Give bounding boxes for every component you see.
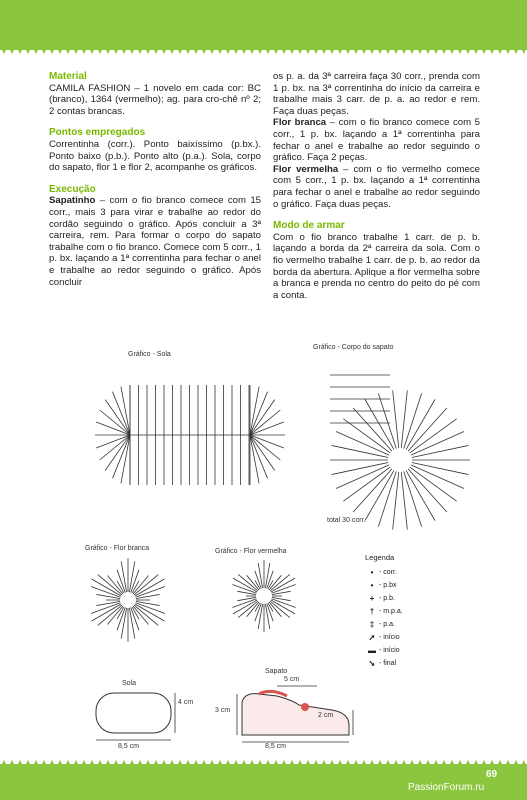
site-watermark: PassionForum.ru — [408, 782, 485, 793]
corpo-stitch — [412, 462, 469, 474]
sapatinho-label: Sapatinho — [49, 195, 96, 207]
flower-stitch — [129, 561, 134, 592]
sapatinho-text: – com o fio branco comece com 15 corr., mais 3 para virar e trabalhe ao redor do cordão seguindo o gráfico. Após concluir a 3ª carreira, rem. Para formar o corpo do sapato trabalhe com o fio branco. Comece com 5 corr., 1 p. bx. laçando a 1ª correntinha para fechar o anel e trabalhe ao redor seguindo o gráfico. Após concluir — [49, 195, 261, 288]
left-text-column — [49, 71, 261, 288]
corpo-note: total 30 corr. — [327, 517, 366, 524]
corpo-stitch — [353, 469, 392, 512]
execucao-heading: Execução — [49, 183, 96, 195]
flower-stitch — [258, 604, 262, 629]
legend-row — [365, 592, 455, 605]
corpo-stitch — [408, 408, 447, 451]
material-heading: Material — [49, 71, 87, 82]
flor-vermelha-chart-title: Gráfico - Flor vermelha — [215, 548, 287, 555]
corpo-stitch — [332, 445, 389, 457]
flor-branca-paragraph — [273, 117, 480, 163]
legend-symbol: + — [369, 594, 375, 603]
corpo-stitch — [408, 469, 447, 512]
corpo-chart — [290, 350, 470, 530]
legend-symbol: ➚ — [368, 633, 376, 642]
corpo-stitch — [353, 408, 392, 451]
corpo-stitch — [410, 419, 457, 453]
sapato-schema-title: Sapato — [265, 668, 288, 675]
flor-branca-chart — [83, 555, 173, 645]
flower-stitch — [96, 601, 120, 605]
corpo-chart-title: Gráfico - Corpo do sapato — [313, 344, 394, 351]
flower-stitch — [131, 570, 139, 593]
sola-stitch — [250, 422, 284, 435]
flower-stitch — [96, 594, 120, 598]
sapato-height-label: 3 cm — [215, 707, 231, 714]
legend-title: Legenda — [365, 553, 395, 562]
flower-stitch — [265, 604, 269, 629]
corpo-stitch — [406, 399, 435, 449]
flower-stitch — [117, 570, 125, 593]
sola-stitch — [250, 387, 259, 435]
legend-symbol: ➘ — [368, 659, 376, 668]
legend-row — [365, 605, 455, 618]
page-number: 69 — [486, 769, 498, 780]
legend-symbol: • — [370, 568, 374, 577]
modo-heading: Modo de armar — [273, 220, 345, 232]
sola-height-label: 4 cm — [178, 699, 194, 706]
corpo-stitch — [412, 445, 469, 457]
flower-stitch — [136, 603, 165, 614]
sola-outline — [96, 693, 171, 733]
sola-stitch — [121, 435, 130, 483]
legend-label: - corr. — [379, 569, 397, 576]
flor-vermelha-paragraph — [273, 164, 480, 210]
flower-stitch — [121, 561, 126, 592]
sola-width-label: 8,5 cm — [118, 743, 140, 750]
legend-symbol: † — [369, 607, 375, 616]
sapato-top-label: 5 cm — [284, 676, 300, 683]
legend-label: - início — [379, 647, 400, 654]
legend-symbol: ‡ — [369, 620, 375, 629]
right-text-column — [273, 71, 480, 301]
sola-stitch — [121, 387, 130, 435]
legend-row — [365, 566, 455, 579]
corpo-stitch — [336, 465, 389, 489]
legend-row — [365, 631, 455, 644]
top-zigzag-border — [0, 46, 527, 56]
corpo-stitch — [343, 467, 390, 501]
bottom-zigzag-border — [0, 758, 527, 768]
shoe-flower — [301, 703, 309, 711]
sapato-width-label: 8,5 cm — [265, 743, 287, 750]
modo-text: Com o fio branco trabalhe 1 carr. de p. b. laçando a borda da 2ª carreira da sola. Com o fio vermelho trabalhe 1 carr. de p. b. ao redor da borda da abertura. Aplique a flor vermelha sobre a branca e prenda no centro do peito do pé com a conta. — [273, 231, 480, 301]
continuation-text: os p. a. da 3ª carreira faça 30 corr., prenda com 1 p. bx. na 3ª correntinha do início da carreira e trabalhe mais 3 carr. de p. a. ao redor e rem. Faça duas peças. — [273, 71, 480, 117]
pontos-heading: Pontos empregados — [49, 127, 146, 139]
flower-stitch — [272, 599, 296, 608]
flower-stitch — [121, 608, 126, 639]
flower-stitch — [131, 608, 139, 631]
flower-stitch — [91, 587, 120, 598]
flor-branca-chart-title: Gráfico - Flor branca — [85, 545, 150, 552]
flower-stitch — [129, 608, 134, 639]
sola-schematic — [93, 680, 193, 750]
material-text: CAMILA FASHION – 1 novelo em cada cor: BC (branco), 1364 (vermelho); ag. para cro-chê nº 2; 2 contas brancas. — [49, 82, 261, 117]
legend-row — [365, 618, 455, 631]
flor-branca-text: – com o fio branco comece com 5 corr., 1 p. bx. laçando a 1ª correntinha para fechar o anel e trabalhe ao redor seguindo o gráfico. Faça 2 peças. — [273, 117, 481, 164]
corpo-stitch — [336, 432, 389, 456]
flower-stitch — [136, 587, 165, 598]
flower-stitch — [117, 608, 125, 631]
legend-symbol: ▬ — [368, 646, 376, 655]
legend — [365, 553, 455, 670]
sapatinho-paragraph — [49, 195, 261, 288]
legend-row — [365, 644, 455, 657]
legend-row — [365, 657, 455, 670]
top-green-band — [0, 0, 527, 50]
sola-stitch — [96, 435, 130, 448]
sapato-schematic — [237, 680, 357, 750]
legend-label: - início — [379, 634, 400, 641]
sola-chart — [95, 360, 295, 510]
legend-symbol: • — [370, 581, 374, 590]
legend-label: - p.bx — [379, 582, 397, 589]
corpo-stitch — [411, 432, 464, 456]
sola-schema-title: Sola — [122, 680, 137, 687]
sola-stitch — [250, 435, 259, 483]
corpo-stitch — [343, 419, 390, 453]
sola-stitch — [96, 422, 130, 435]
corpo-stitch — [411, 465, 464, 489]
flor-vermelha-chart — [224, 556, 304, 636]
legend-label: - p.a. — [379, 621, 395, 628]
corpo-stitch — [406, 470, 435, 520]
legend-label: - p.b. — [379, 595, 395, 602]
corpo-stitch — [365, 470, 394, 520]
flower-stitch — [272, 585, 296, 594]
flor-vermelha-label: Flor vermelha — [273, 163, 339, 175]
flor-vermelha-text: – com o fio vermelho comece com 5 corr., 1 p. bx. laçando a 1ª correntinha para fechar o anel e trabalhe ao redor seguindo o gráfico. Faça duas peças. — [273, 163, 480, 210]
flower-stitch — [232, 585, 256, 594]
flower-stitch — [232, 599, 256, 608]
flower-stitch — [136, 594, 160, 598]
flower-stitch — [265, 563, 269, 588]
corpo-stitch — [365, 399, 394, 449]
legend-label: - final — [379, 660, 397, 667]
legend-label: - m.p.a. — [379, 608, 403, 615]
flor-branca-label: Flor branca — [273, 117, 327, 129]
corpo-stitch — [410, 467, 457, 501]
sapato-side-label: 2 cm — [318, 712, 334, 719]
flower-stitch — [136, 601, 160, 605]
flower-stitch — [258, 563, 262, 588]
corpo-stitch — [332, 462, 389, 474]
flower-stitch — [91, 603, 120, 614]
legend-row — [365, 579, 455, 592]
sola-chart-title: Gráfico - Sola — [128, 351, 171, 358]
sola-stitch — [250, 435, 284, 448]
pontos-text: Correntinha (corr.). Ponto baixíssimo (p.bx.). Ponto baixo (p.b.). Ponto alto (p.a.). Sola, corpo do sapato, flor 1 e flor 2, acompanhe os gráficos. — [49, 138, 261, 174]
